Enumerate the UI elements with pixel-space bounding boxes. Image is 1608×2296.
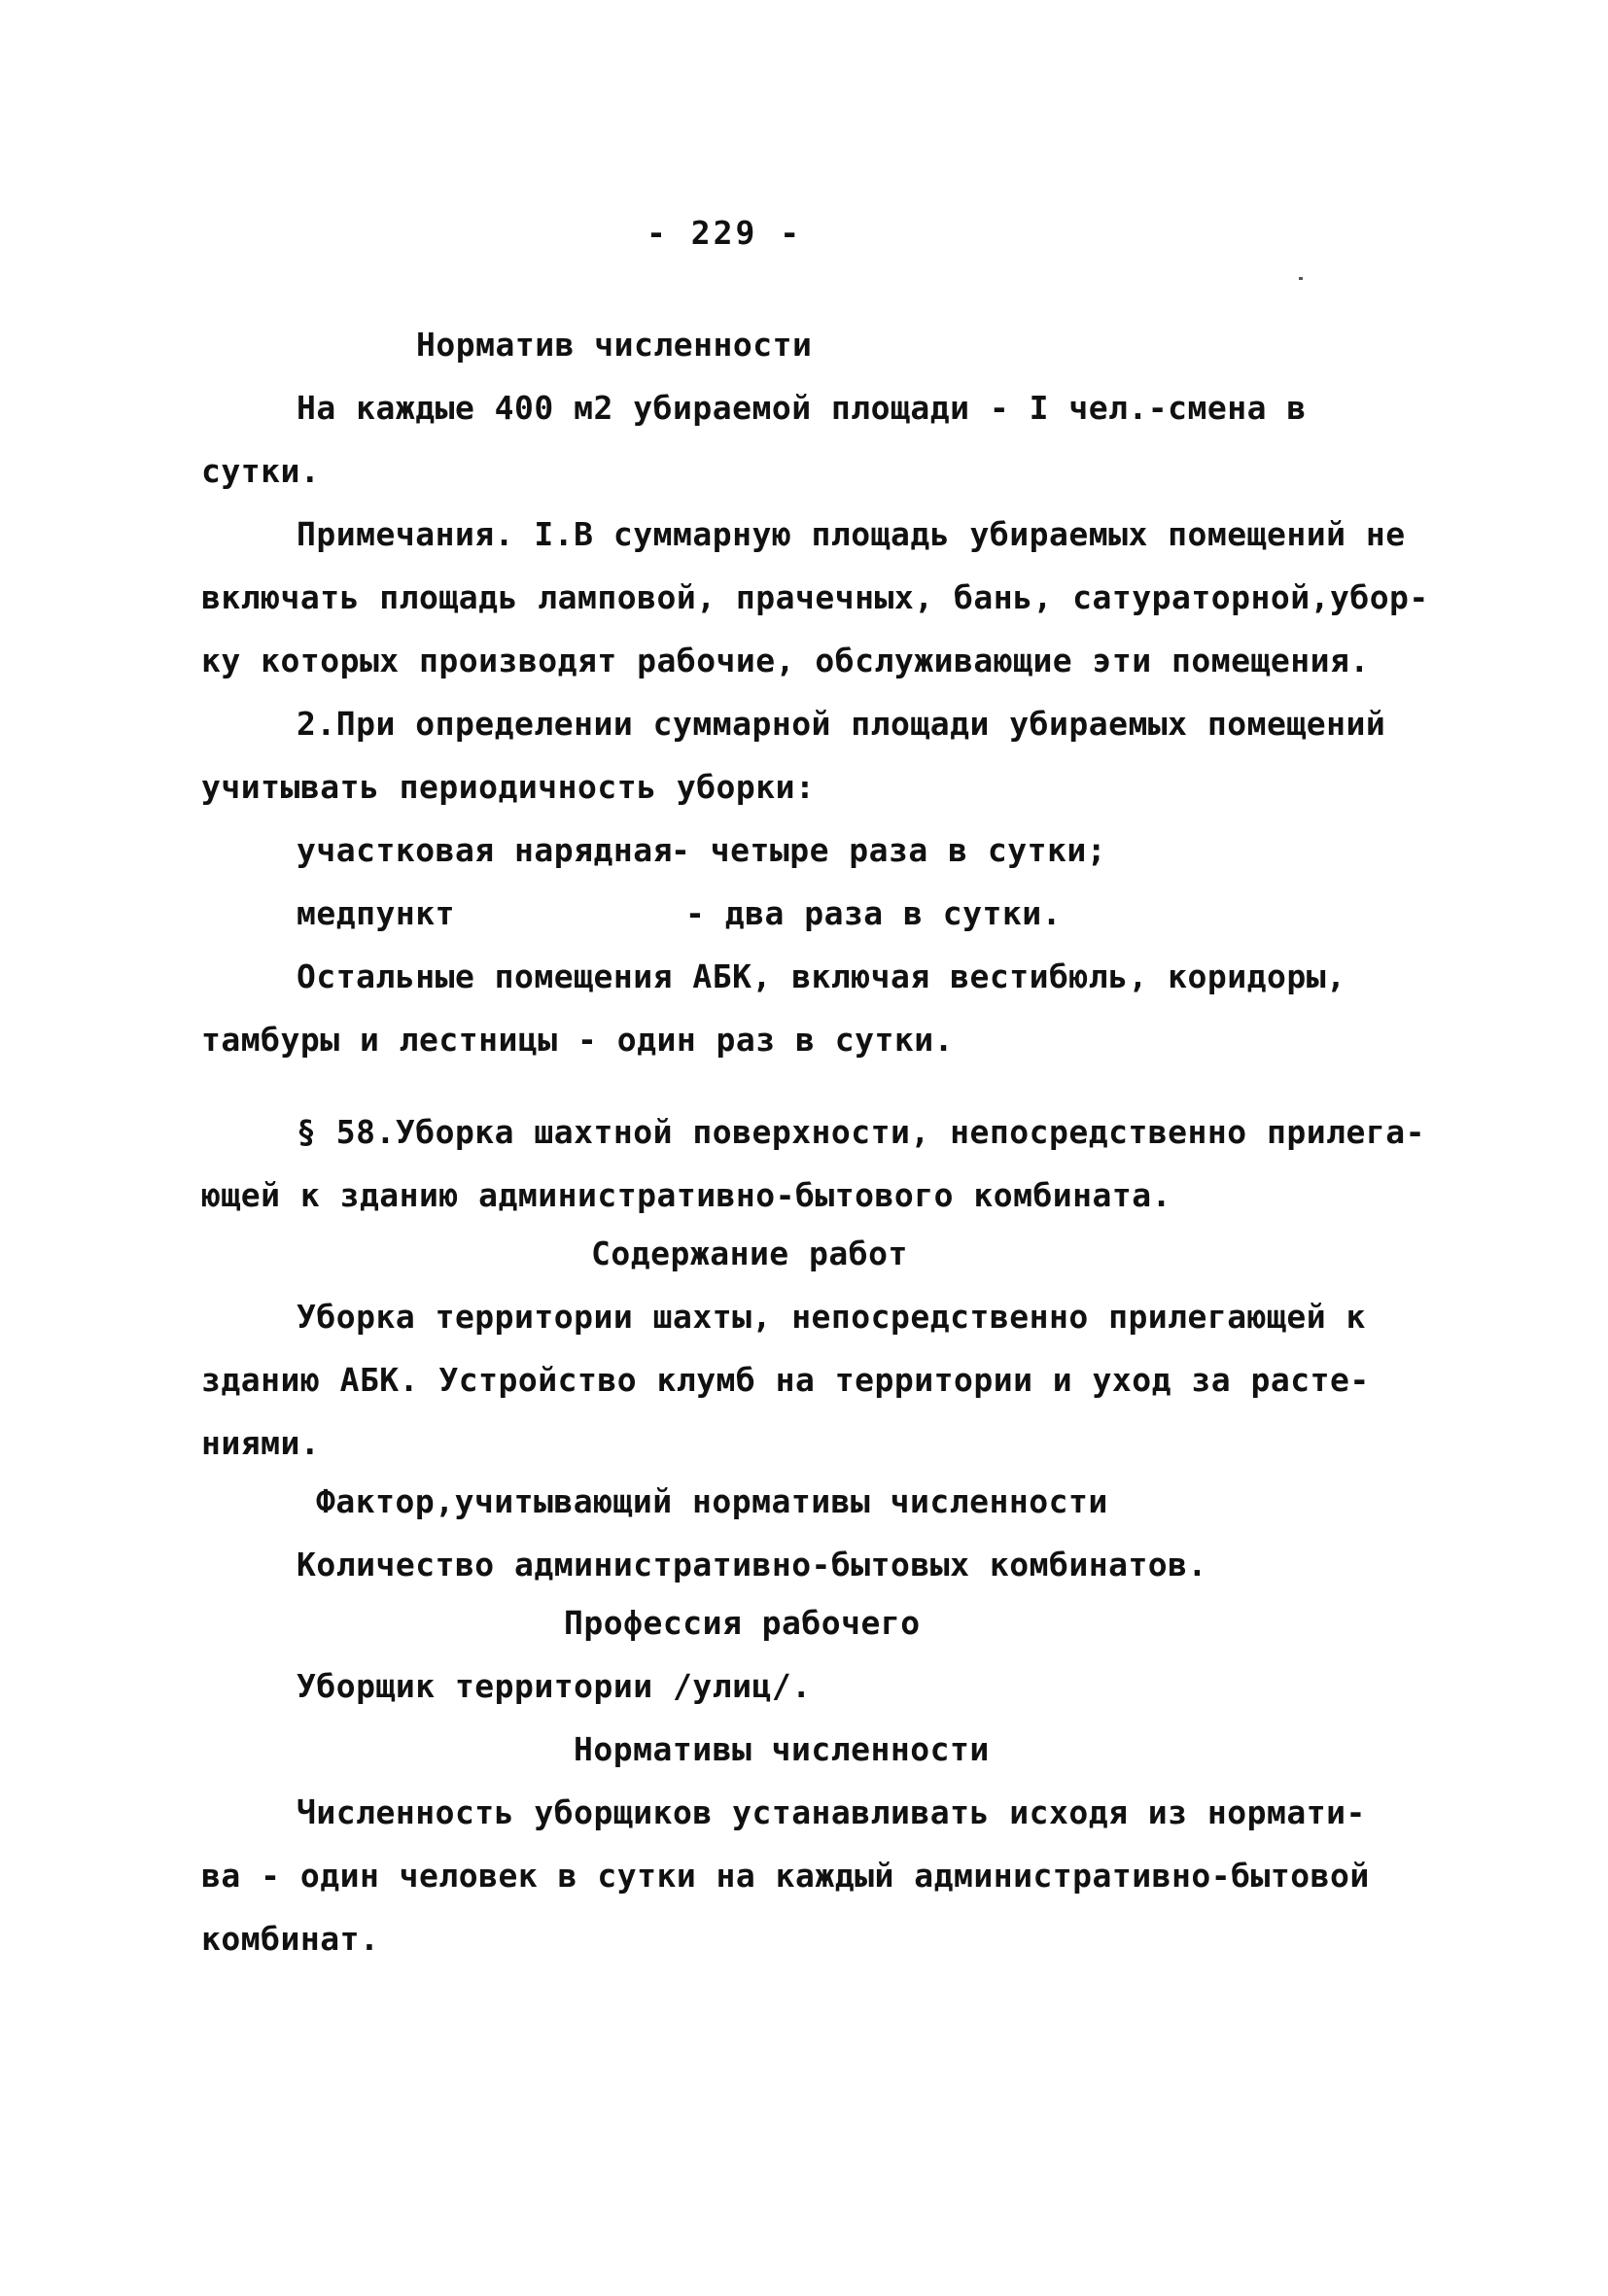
work-line-1: Уборка территории шахты, непосредственно прилегающей к (297, 1298, 1366, 1336)
norm-line-2: сутки. (201, 452, 321, 490)
norms-line-1: Численность уборщиков устанавливать исходя из нормати- (297, 1793, 1366, 1831)
norm-heading: Норматив численности (416, 326, 813, 364)
section-58-line-1: § 58.Уборка шахтной поверхности, непосредственно прилега- (297, 1113, 1425, 1151)
freq2-value: - два раза в сутки. (685, 894, 1062, 932)
rest-line-2: тамбуры и лестницы - один раз в сутки. (201, 1021, 954, 1059)
rest-line-1: Остальные помещения АБК, включая вестибюль, коридоры, (297, 957, 1346, 995)
profession-text: Уборщик территории /улиц/. (297, 1667, 812, 1705)
norms-line-3: комбинат. (201, 1920, 380, 1958)
note1-line-2: включать площадь ламповой, прачечных, бань, сатураторной,убор- (201, 578, 1429, 616)
note2-line-1: 2.При определении суммарной площади убираемых помещений (297, 705, 1386, 743)
freq1-value: - четыре раза в сутки; (671, 831, 1107, 869)
profession-heading: Профессия рабочего (564, 1604, 921, 1642)
norm-line-1: На каждые 400 м2 убираемой площади - I чел.-смена в (297, 389, 1307, 427)
note1-line-3: ку которых производят рабочие, обслуживающие эти помещения. (201, 642, 1370, 679)
factor-heading: Фактор,учитывающий нормативы численности (316, 1482, 1108, 1520)
note1-line-1: Примечания. I.В суммарную площадь убираемых помещений не (297, 515, 1406, 553)
work-heading: Содержание работ (591, 1235, 908, 1272)
norms-heading: Нормативы численности (574, 1730, 990, 1768)
scan-speck (1299, 277, 1303, 280)
norms-line-2: ва - один человек в сутки на каждый административно-бытовой (201, 1857, 1370, 1895)
work-line-2: зданию АБК. Устройство клумб на территории и уход за расте- (201, 1361, 1370, 1399)
freq1-name: участковая нарядная (297, 831, 673, 869)
work-line-3: ниями. (201, 1424, 321, 1462)
page-number: - 229 - (647, 214, 803, 252)
note2-line-2: учитывать периодичность уборки: (201, 768, 816, 806)
freq2-name: медпункт (297, 894, 455, 932)
factor-text: Количество административно-бытовых комбинатов. (297, 1546, 1207, 1583)
section-58-line-2: ющей к зданию административно-бытового комбината. (201, 1176, 1172, 1214)
